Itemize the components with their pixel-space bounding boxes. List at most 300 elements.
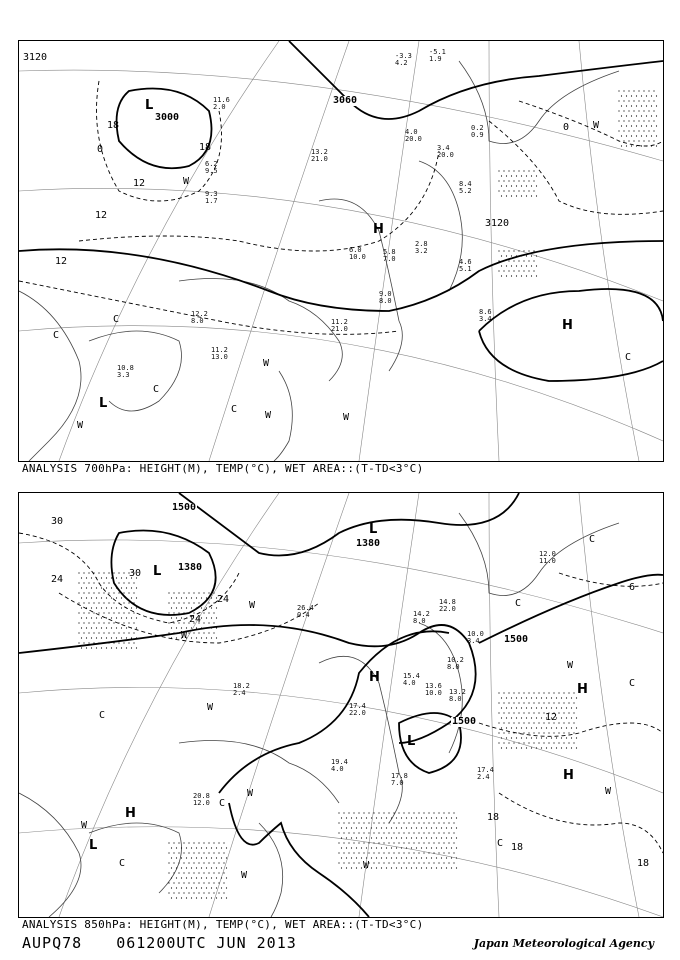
wet-area-dot [631, 135, 632, 136]
isotherm-label: 24 [51, 574, 64, 585]
wet-area-dot [638, 110, 639, 111]
high-pressure-center: H [125, 806, 136, 821]
wet-area-dot [103, 622, 104, 623]
wet-area-dot [131, 607, 132, 608]
wet-area-dot [213, 852, 214, 853]
station-observation: -5.1 1.9 [429, 48, 446, 63]
wet-area-dot [498, 692, 499, 693]
wet-area-dot [203, 602, 204, 603]
wet-area-dot [396, 847, 397, 848]
wet-area-dot [123, 642, 124, 643]
wet-area-dot [381, 817, 382, 818]
wet-area-dot [513, 170, 514, 171]
wet-area-dot [573, 722, 574, 723]
wet-area-dot [533, 712, 534, 713]
wet-area-dot [503, 270, 504, 271]
wet-area-dot [201, 847, 202, 848]
wet-area-dot [206, 887, 207, 888]
wet-area-dot [203, 842, 204, 843]
wet-area-dot [516, 255, 517, 256]
wet-area-dot [216, 617, 217, 618]
wet-area-dot [646, 95, 647, 96]
wet-area-dot [386, 827, 387, 828]
wet-area-dot [191, 867, 192, 868]
wet-area-dot [101, 597, 102, 598]
wet-area-dot [631, 115, 632, 116]
wet-area-dot [433, 842, 434, 843]
wet-area-dot [341, 867, 342, 868]
wet-area-dot [361, 837, 362, 838]
wet-area-dot [91, 647, 92, 648]
wet-area-dot [508, 250, 509, 251]
wet-area-dot [526, 697, 527, 698]
wet-area-dot [381, 827, 382, 828]
isotherm-label: 30 [51, 516, 64, 527]
wet-area-dot [551, 747, 552, 748]
wet-area-dot [446, 867, 447, 868]
wet-area-dot [103, 612, 104, 613]
wet-area-dot [516, 737, 517, 738]
station-observation: 12.2 8.0 [191, 310, 208, 325]
station-observation: 8.6 3.4 [479, 308, 492, 323]
wet-area-dot [441, 817, 442, 818]
wet-area-dot [181, 607, 182, 608]
wet-area-dot [201, 857, 202, 858]
wet-area-dot [171, 857, 172, 858]
wet-area-dot [418, 832, 419, 833]
wet-area-dot [416, 857, 417, 858]
wet-area-dot [123, 612, 124, 613]
wet-area-dot [216, 897, 217, 898]
wet-area-dot [218, 852, 219, 853]
wet-area-dot [506, 747, 507, 748]
wet-area-dot [113, 622, 114, 623]
wet-area-dot [423, 852, 424, 853]
wet-area-dot [378, 832, 379, 833]
wet-area-dot [98, 632, 99, 633]
wet-area-dot [366, 847, 367, 848]
wet-area-dot [351, 857, 352, 858]
wet-area-dot [656, 105, 657, 106]
wet-area-dot [376, 847, 377, 848]
wet-area-dot [183, 602, 184, 603]
wet-area-dot [563, 722, 564, 723]
wet-area-dot [411, 847, 412, 848]
wet-area-dot [566, 747, 567, 748]
wet-area-dot [358, 812, 359, 813]
wet-area-dot [196, 847, 197, 848]
wet-area-dot [78, 602, 79, 603]
wet-area-dot [456, 837, 457, 838]
wet-area-dot [181, 627, 182, 628]
wet-area-dot [373, 842, 374, 843]
wet-area-dot [546, 727, 547, 728]
station-observation: 20.8 12.0 [193, 792, 210, 807]
wet-area-dot [656, 145, 657, 146]
wet-area-dot [118, 592, 119, 593]
wet-area-dot [86, 637, 87, 638]
wet-area-dot [91, 597, 92, 598]
wet-area-dot [123, 582, 124, 583]
wet-area-dot [523, 260, 524, 261]
wet-area-dot [558, 712, 559, 713]
wet-area-dot [621, 115, 622, 116]
wet-area-dot [513, 180, 514, 181]
wet-area-dot [536, 737, 537, 738]
wet-area-dot [421, 847, 422, 848]
wet-area-dot [128, 602, 129, 603]
wet-area-dot [573, 712, 574, 713]
wet-area-dot [116, 577, 117, 578]
wet-area-dot [551, 697, 552, 698]
wet-area-dot [196, 897, 197, 898]
wet-area-dot [531, 727, 532, 728]
wet-area-dot [121, 647, 122, 648]
wet-area-dot [566, 697, 567, 698]
wet-area-dot [521, 275, 522, 276]
wet-area-dot [176, 607, 177, 608]
warm-area-marker: W [181, 630, 188, 641]
wet-area-dot [188, 882, 189, 883]
wet-area-dot [426, 867, 427, 868]
wet-area-dot [648, 140, 649, 141]
wet-area-dot [208, 592, 209, 593]
wet-area-dot [176, 857, 177, 858]
wet-area-dot [566, 737, 567, 738]
low-pressure-center: L [153, 564, 162, 579]
wet-area-dot [633, 130, 634, 131]
wet-area-dot [393, 822, 394, 823]
wet-area-dot [211, 857, 212, 858]
wet-area-dot [96, 597, 97, 598]
wet-area-dot [421, 827, 422, 828]
wet-area-dot [218, 842, 219, 843]
wet-area-dot [221, 847, 222, 848]
wet-area-dot [513, 702, 514, 703]
wet-area-dot [178, 602, 179, 603]
wet-area-dot [451, 837, 452, 838]
wet-area-dot [383, 852, 384, 853]
wet-area-dot [218, 892, 219, 893]
wet-area-dot [506, 275, 507, 276]
wet-area-dot [508, 260, 509, 261]
wet-area-dot [176, 617, 177, 618]
wet-area-dot [343, 812, 344, 813]
wet-area-dot [511, 275, 512, 276]
wet-area-dot [501, 747, 502, 748]
warm-area-marker: W [343, 412, 350, 423]
wet-area-dot [563, 732, 564, 733]
wet-area-dot [363, 852, 364, 853]
wet-area-dot [541, 697, 542, 698]
wet-area-dot [368, 852, 369, 853]
wet-area-dot [111, 577, 112, 578]
high-pressure-center: H [563, 768, 574, 783]
wet-area-dot [126, 617, 127, 618]
wet-area-dot [541, 727, 542, 728]
wet-area-dot [641, 95, 642, 96]
height-label: 3120 [485, 218, 510, 229]
wet-area-dot [403, 812, 404, 813]
wet-area-dot [378, 842, 379, 843]
isotherm-label: 24 [217, 594, 230, 605]
wet-area-dot [421, 837, 422, 838]
station-observation: 14.8 22.0 [439, 598, 456, 613]
wet-area-dot [111, 587, 112, 588]
wet-area-dot [551, 737, 552, 738]
wet-area-dot [448, 832, 449, 833]
wet-area-dot [208, 602, 209, 603]
wet-area-dot [368, 842, 369, 843]
wet-area-dot [176, 897, 177, 898]
wet-area-dot [508, 742, 509, 743]
wet-area-dot [391, 847, 392, 848]
warm-area-marker: W [265, 410, 272, 421]
wet-area-dot [183, 882, 184, 883]
station-observation: 9.3 1.7 [205, 190, 218, 205]
wet-area-dot [373, 812, 374, 813]
wet-area-dot [356, 857, 357, 858]
wet-area-dot [356, 817, 357, 818]
wet-area-dot [511, 175, 512, 176]
wet-area-dot [498, 250, 499, 251]
wet-area-dot [518, 712, 519, 713]
wet-area-dot [128, 642, 129, 643]
wet-area-dot [561, 717, 562, 718]
wet-area-dot [93, 582, 94, 583]
wet-area-dot [178, 592, 179, 593]
wet-area-dot [216, 607, 217, 608]
wet-area-dot [561, 697, 562, 698]
wet-area-dot [168, 842, 169, 843]
wet-area-dot [343, 842, 344, 843]
wet-area-dot [566, 707, 567, 708]
wet-area-dot [183, 892, 184, 893]
wet-area-dot [456, 857, 457, 858]
wet-area-dot [196, 637, 197, 638]
wet-area-dot [528, 742, 529, 743]
wet-area-dot [506, 737, 507, 738]
wet-area-dot [453, 812, 454, 813]
wet-area-dot [506, 175, 507, 176]
wet-area-dot [526, 265, 527, 266]
wet-area-dot [503, 260, 504, 261]
wet-area-dot [183, 862, 184, 863]
low-pressure-center: L [99, 396, 108, 411]
wet-area-dot [568, 732, 569, 733]
isotherm-label: 30 [129, 568, 142, 579]
wet-area-dot [223, 882, 224, 883]
wet-area-dot [368, 832, 369, 833]
wet-area-dot [211, 887, 212, 888]
wet-area-dot [111, 627, 112, 628]
station-observation: 17.4 22.0 [349, 702, 366, 717]
wet-area-dot [88, 602, 89, 603]
chart-identifier [22, 934, 321, 952]
wet-area-dot [448, 842, 449, 843]
wet-area-dot [198, 872, 199, 873]
wet-area-dot [136, 607, 137, 608]
wet-area-dot [178, 882, 179, 883]
isotherms [19, 81, 663, 334]
wet-area-dot [181, 857, 182, 858]
wet-area-dot [383, 832, 384, 833]
wet-area-dot [508, 190, 509, 191]
wet-area-dot [528, 250, 529, 251]
wet-area-dot [391, 827, 392, 828]
wet-area-dot [191, 887, 192, 888]
wet-area-dot [193, 632, 194, 633]
wet-area-dot [216, 887, 217, 888]
wet-area-dot [88, 632, 89, 633]
wet-area-dot [216, 627, 217, 628]
map-850hpa-graphics [19, 493, 663, 917]
wet-area-dot [646, 135, 647, 136]
wet-area-dot [223, 852, 224, 853]
wet-area-dot [401, 837, 402, 838]
wet-area-dot [423, 862, 424, 863]
wet-area-dot [411, 857, 412, 858]
wet-area-dot [186, 617, 187, 618]
wet-area-dot [526, 727, 527, 728]
wet-area-dot [358, 832, 359, 833]
wet-area-dot [411, 867, 412, 868]
wet-area-dot [106, 607, 107, 608]
wet-area-dot [513, 190, 514, 191]
wet-area-dot [358, 842, 359, 843]
wet-area-dot [628, 110, 629, 111]
wet-area-dot [426, 847, 427, 848]
wet-area-dot [116, 597, 117, 598]
wet-area-dot [406, 847, 407, 848]
wet-area-dot [651, 105, 652, 106]
cold-area-marker: C [99, 710, 106, 721]
wet-area-dot [346, 837, 347, 838]
wet-area-dot [81, 637, 82, 638]
wet-area-dot [98, 602, 99, 603]
wet-area-dot [646, 105, 647, 106]
wet-area-dot [508, 712, 509, 713]
wet-area-dot [446, 837, 447, 838]
wet-area-dot [621, 125, 622, 126]
high-pressure-center: H [373, 222, 384, 237]
wet-area-dot [101, 607, 102, 608]
station-observation: 8.4 5.2 [459, 180, 472, 195]
wet-area-dot [226, 867, 227, 868]
station-observation: 12.0 11.0 [539, 550, 556, 565]
wet-area-dot [356, 827, 357, 828]
wet-area-dot [81, 627, 82, 628]
wet-area-dot [436, 837, 437, 838]
warm-area-marker: W [81, 820, 88, 831]
wet-area-dot [641, 135, 642, 136]
wet-area-dot [443, 812, 444, 813]
wet-area-dot [381, 867, 382, 868]
cold-area-marker: C [53, 330, 60, 341]
wet-area-dot [183, 612, 184, 613]
isotherm-label: 18 [637, 858, 650, 869]
wet-area-dot [88, 642, 89, 643]
wet-area-dot [376, 857, 377, 858]
wet-area-dot [453, 852, 454, 853]
wet-area-dot [203, 612, 204, 613]
wet-area-dot [523, 712, 524, 713]
wet-area-dot [556, 707, 557, 708]
wet-area-dot [641, 145, 642, 146]
wet-area-dot [653, 140, 654, 141]
wet-area-dot [571, 697, 572, 698]
wet-area-dot [113, 612, 114, 613]
wet-area-dot [168, 882, 169, 883]
wet-area-dot [111, 637, 112, 638]
wet-area-dot [186, 607, 187, 608]
wet-area-dot [206, 897, 207, 898]
warm-area-marker: W [593, 120, 600, 131]
wet-area-dot [428, 832, 429, 833]
wet-area-dot [516, 185, 517, 186]
wet-area-dot [81, 597, 82, 598]
wet-area-dot [506, 265, 507, 266]
wet-area-dot [91, 607, 92, 608]
wet-area-dot [531, 747, 532, 748]
wet-area-dot [198, 852, 199, 853]
wet-area-dot [201, 607, 202, 608]
station-observation: 14.2 8.0 [413, 610, 430, 625]
wet-area-dot [386, 867, 387, 868]
wet-area-dot [196, 877, 197, 878]
wet-area-dot [188, 852, 189, 853]
wet-area-dot [423, 842, 424, 843]
wet-area-dot [191, 637, 192, 638]
wet-area-dot [538, 702, 539, 703]
isotherm-label: 24 [189, 614, 202, 625]
wet-area-dot [498, 190, 499, 191]
wet-area-dot [338, 842, 339, 843]
wet-area-dot [621, 145, 622, 146]
wet-area-dot [103, 632, 104, 633]
wet-area-dot [548, 742, 549, 743]
wet-area-dot [188, 632, 189, 633]
wet-area-dot [168, 612, 169, 613]
wet-area-dot [528, 170, 529, 171]
warm-area-marker: W [247, 788, 254, 799]
wet-area-dot [623, 110, 624, 111]
wet-area-dot [553, 692, 554, 693]
wet-area-dot [428, 842, 429, 843]
wet-area-dot [178, 852, 179, 853]
wet-area-dot [438, 812, 439, 813]
wet-area-dot [618, 140, 619, 141]
wet-area-dot [133, 582, 134, 583]
wet-area-dot [506, 717, 507, 718]
station-observation: -3.3 4.2 [395, 52, 412, 67]
wet-area-dot [621, 105, 622, 106]
wet-area-dot [536, 185, 537, 186]
wet-area-dot [648, 110, 649, 111]
wet-area-dot [548, 732, 549, 733]
wet-area-dot [216, 867, 217, 868]
wet-area-dot [203, 862, 204, 863]
wet-area-dot [356, 867, 357, 868]
wet-area-dot [561, 727, 562, 728]
wet-area-dot [563, 702, 564, 703]
wet-area-dot [528, 702, 529, 703]
wet-area-dot [93, 602, 94, 603]
wet-area-dot [83, 642, 84, 643]
wet-area-dot [106, 597, 107, 598]
cold-area-marker: C [589, 534, 596, 545]
wet-area-dot [401, 847, 402, 848]
